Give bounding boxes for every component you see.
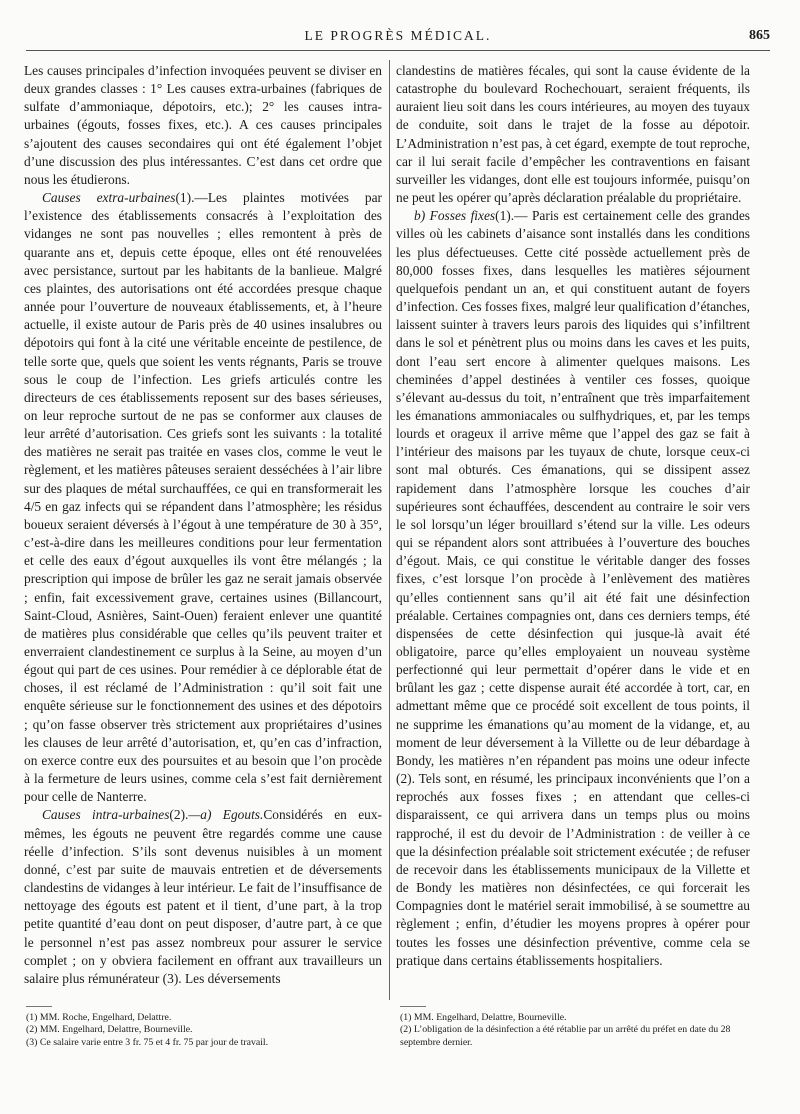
footnotes-right [400, 1012, 750, 1049]
paragraph-text: — Paris est certainement celle des grandes villes où les cabinets d’aisance sont installés dans les conditions les plus défectueuses. Cette cité possède actuellement près de 80,000 fosses fixes, dans lesquelles les matières séjournent quelquefois pendant un an, et qui constituent autant de foyers d’infection. Ces fosses fixes, malgré leur qualification d’étanches, laissent suinter à travers leurs parois des liquides qui s’infiltrent dans le sol et pénètrent plus ou moins dans les caves et les puits, dont l’eau sert encore à alimenter quelques maisons. Les cheminées d’appel destinées à ventiler ces fosses, quoique s’élevant au-dessus du toit, n’entraînent que très imparfaitement les émanations ammoniacales ou sulfhydriques, et, par les temps lourds et orageux il arrive même que l’appel des gaz se fait à l’intérieur des maisons par les tuyaux de chute, lorsque ceux-ci sont mal obturés. Ces émanations, qui se dissipent assez rapidement dans l’atmosphère lorsque les couches d’air supérieures sont échauffées, descendent au contraire le soir vers le sol lorsqu’un léger brouillard s’étend sur la ville. Les odeurs qui se répandent alors sont attribuées à l’ouverture des bouches d’égout. Mais, ce qui constitue le véritable danger des fosses fixes, c’est lorsque l’on procède à l’enlèvement des matières qu’elles contiennent sans qu’il ait été fait une désinfection préalable. Certaines compagnies ont, dans ces derniers temps, été dispensées de cette désinfection qui jusque-là avait été obligatoire, parce qu’elles employaient un nouveau système perfectionné qui leur permettait d’opérer dans le vide et en brûlant les gaz ; cette dispense aurait été accordée à tort, car, en admettant même que ce procédé soit excellent de tous points, il ne supprime les émanations qu’au moment de la vidange, et, au moment de leur déversement à la Villette ou de leur débardage à Bondy, les matières n’en répandent pas moins une odeur infecte (2). Tels sont, en résumé, les principaux inconvénients que l’on a reprochés aux fosses fixes ; en attendant que celles-ci disparaissent, ce qui arrivera dans un temps plus ou moins rapproché, il est du devoir de l’Administration : de veiller à ce que la désinfection préalable soit strictement exécutée ; de refuser de recevoir dans les établissements municipaux de la Villette et de Bondy les matières non désinfectées, ce qui forcerait les Compagnies dont le matériel serait immobilisé, à se soumettre au règlement ; enfin, d’étudier les moyens propres à opérer pour toutes les fosses une désinfection préventive, comme cela se pratique dans certains établissements hospitaliers. [396, 208, 751, 968]
left-column [24, 62, 382, 988]
paragraph-intra-urbaines [24, 806, 382, 988]
section-heading-fosses-fixes: b) Fosses fixes [414, 208, 496, 224]
section-heading-intra-urbaines: Causes intra-urbaines [42, 807, 170, 823]
paragraph-fosses-fixes [396, 207, 750, 970]
footnote-ref: (2). [169, 807, 189, 823]
subsection-heading-egouts: —a) Egouts. [188, 807, 264, 823]
paragraph-intro: Les causes principales d’infection invoquées peuvent se diviser en deux grandes classes : 1° Les causes extra-urbaines (fabriques de sulfate d’ammoniaque, dépotoirs, etc.); 2° les causes intra-urbaines (égouts, fosses fixes, etc.). A ces causes principales s’ajoutent des causes secondaires qui ont été également l’objet d’une discussion des plus intéressantes. C’est dans cet ordre que nous les étudierons. [24, 63, 382, 187]
running-title: LE PROGRÈS MÉDICAL. [304, 28, 492, 43]
footnote: (1) MM. Roche, Engelhard, Delattre. [26, 1012, 172, 1023]
section-heading-extra-urbaines: Causes extra-urbaines [42, 190, 176, 206]
paragraph-continuation: clandestins de matières fécales, qui sont la cause évidente de la catastrophe du boulevard Rochechouart, seraient fréquents, ils auraient lieu soit dans les cours intérieures, au moyen des tuyaux de conduite, soit dans le trajet de la fosse au dépotoir. L’Administration n’est pas, à cet égard, exempte de tout reproche, car il lui serait facile d’empêcher les contraventions en faisant surveiller les vidanges, dont elle est toujours informée, puisqu’on ne peut les opérer qu’après déclaration préalable du propriétaire. [396, 63, 750, 206]
footnote: (1) MM. Engelhard, Delattre, Bourneville. [400, 1012, 567, 1023]
footnote-rule [400, 1006, 426, 1007]
footnote: (3) Ce salaire varie entre 3 fr. 75 et 4 fr. 75 par jour de travail. [26, 1036, 269, 1048]
paragraph-text: Considérés en eux-mêmes, les égouts ne peuvent être regardés comme une cause réelle d’infection. S’ils sont devenus nuisibles à un moment donné, c’est par suite de mauvais entretien et de déversements clandestins de vidanges à leur intérieur. Le fait de l’insuffisance de nettoyage des égouts est patent et il tient, d’une part, à la trop petite quantité d’eau dont on peut disposer, d’autre part, à ce que le personnel n’est pas assez nombreux pour assurer le service complet ; on y obviera facilement en offrant aux travailleurs un salaire plus rémunérateur (3). Les déversements [24, 807, 383, 986]
paragraph-extra-urbaines [24, 189, 382, 806]
right-column [396, 62, 750, 970]
page-header [26, 28, 770, 51]
footnote: (2) L’obligation de la désinfection a été rétablie par un arrêté du préfet en date du 28 septembre dernier. [400, 1024, 731, 1048]
footnote-ref: (1). [495, 208, 515, 224]
page-number: 865 [749, 28, 770, 43]
footnotes-left [26, 1012, 382, 1049]
footnote: (2) MM. Engelhard, Delattre, Bourneville. [26, 1024, 193, 1036]
paragraph-text: —Les plaintes motivées par l’existence des établissements consacrés à l’exploitation des vidanges ne sont pas nouvelles ; elles remontent à près de quarante ans et, depuis cette époque, elles ont été renouvelées avec persistance, surtout par les habitants de la banlieue. Malgré ces plaintes, des autorisations ont été accordées presque chaque année pour l’ouverture de nouveaux établissements, et, à l’heure actuelle, il existe autour de Paris près de 40 usines insalubres ou dépotoirs qui font à la cité une véritable enceinte de pestilence, de telle sorte que, quels que soient les vents régnants, Paris se trouve sous le coup de l’infection. Les griefs articulés contre les directeurs de ces établissements reposent sur des bases sérieuses, on leur reproche surtout de ne pas se conformer aux clauses de leur arrêté d’autorisation. Ces griefs sont les suivants : la totalité des matières ne serait pas traitée en vases clos, comme le veut le règlement, et les matières pâteuses seraient desséchées à l’air libre sur des plaques de métal surchauffées, ce qui en transformerait les 4/5 en gaz infects qui se répandent dans l’atmosphère; les résidus boueux seraient déversés à l’égout à une température de 30 à 35°, c’est-à-dire dans les meilleures conditions pour leur fermentation et celle des eaux d’égout auxquelles ils vont être mélangés ; la prescription qui impose de brûler les gaz ne serait jamais observée ; enfin, fait excessivement grave, certaines usines (Billancourt, Saint-Cloud, Asnières, Saint-Ouen) feraient enlever une quantité de matières plus considérable que celles qu’ils peuvent traiter et enverraient clandestinement ce surplus à la Seine, au moyen d’un égout qui part de ces usines. Pour remédier à ce déplorable état de choses, il est réclamé de l’Administration : qu’il soit fait une enquête sérieuse sur le fonctionnement des usines et des dépotoirs ; qu’on fasse observer très strictement aux propriétaires d’usines les clauses de leur arrêté d’autorisation, et, qu’en cas d’infraction, on exerce contre eux des poursuites et au besoin que l’on procède à la fermeture de leurs usines, comme cela s’est fait dernièrement pour celle de Nanterre. [24, 190, 382, 805]
footnote-rule [26, 1006, 52, 1007]
footnote-ref: (1). [175, 190, 195, 206]
column-divider [389, 60, 390, 1000]
